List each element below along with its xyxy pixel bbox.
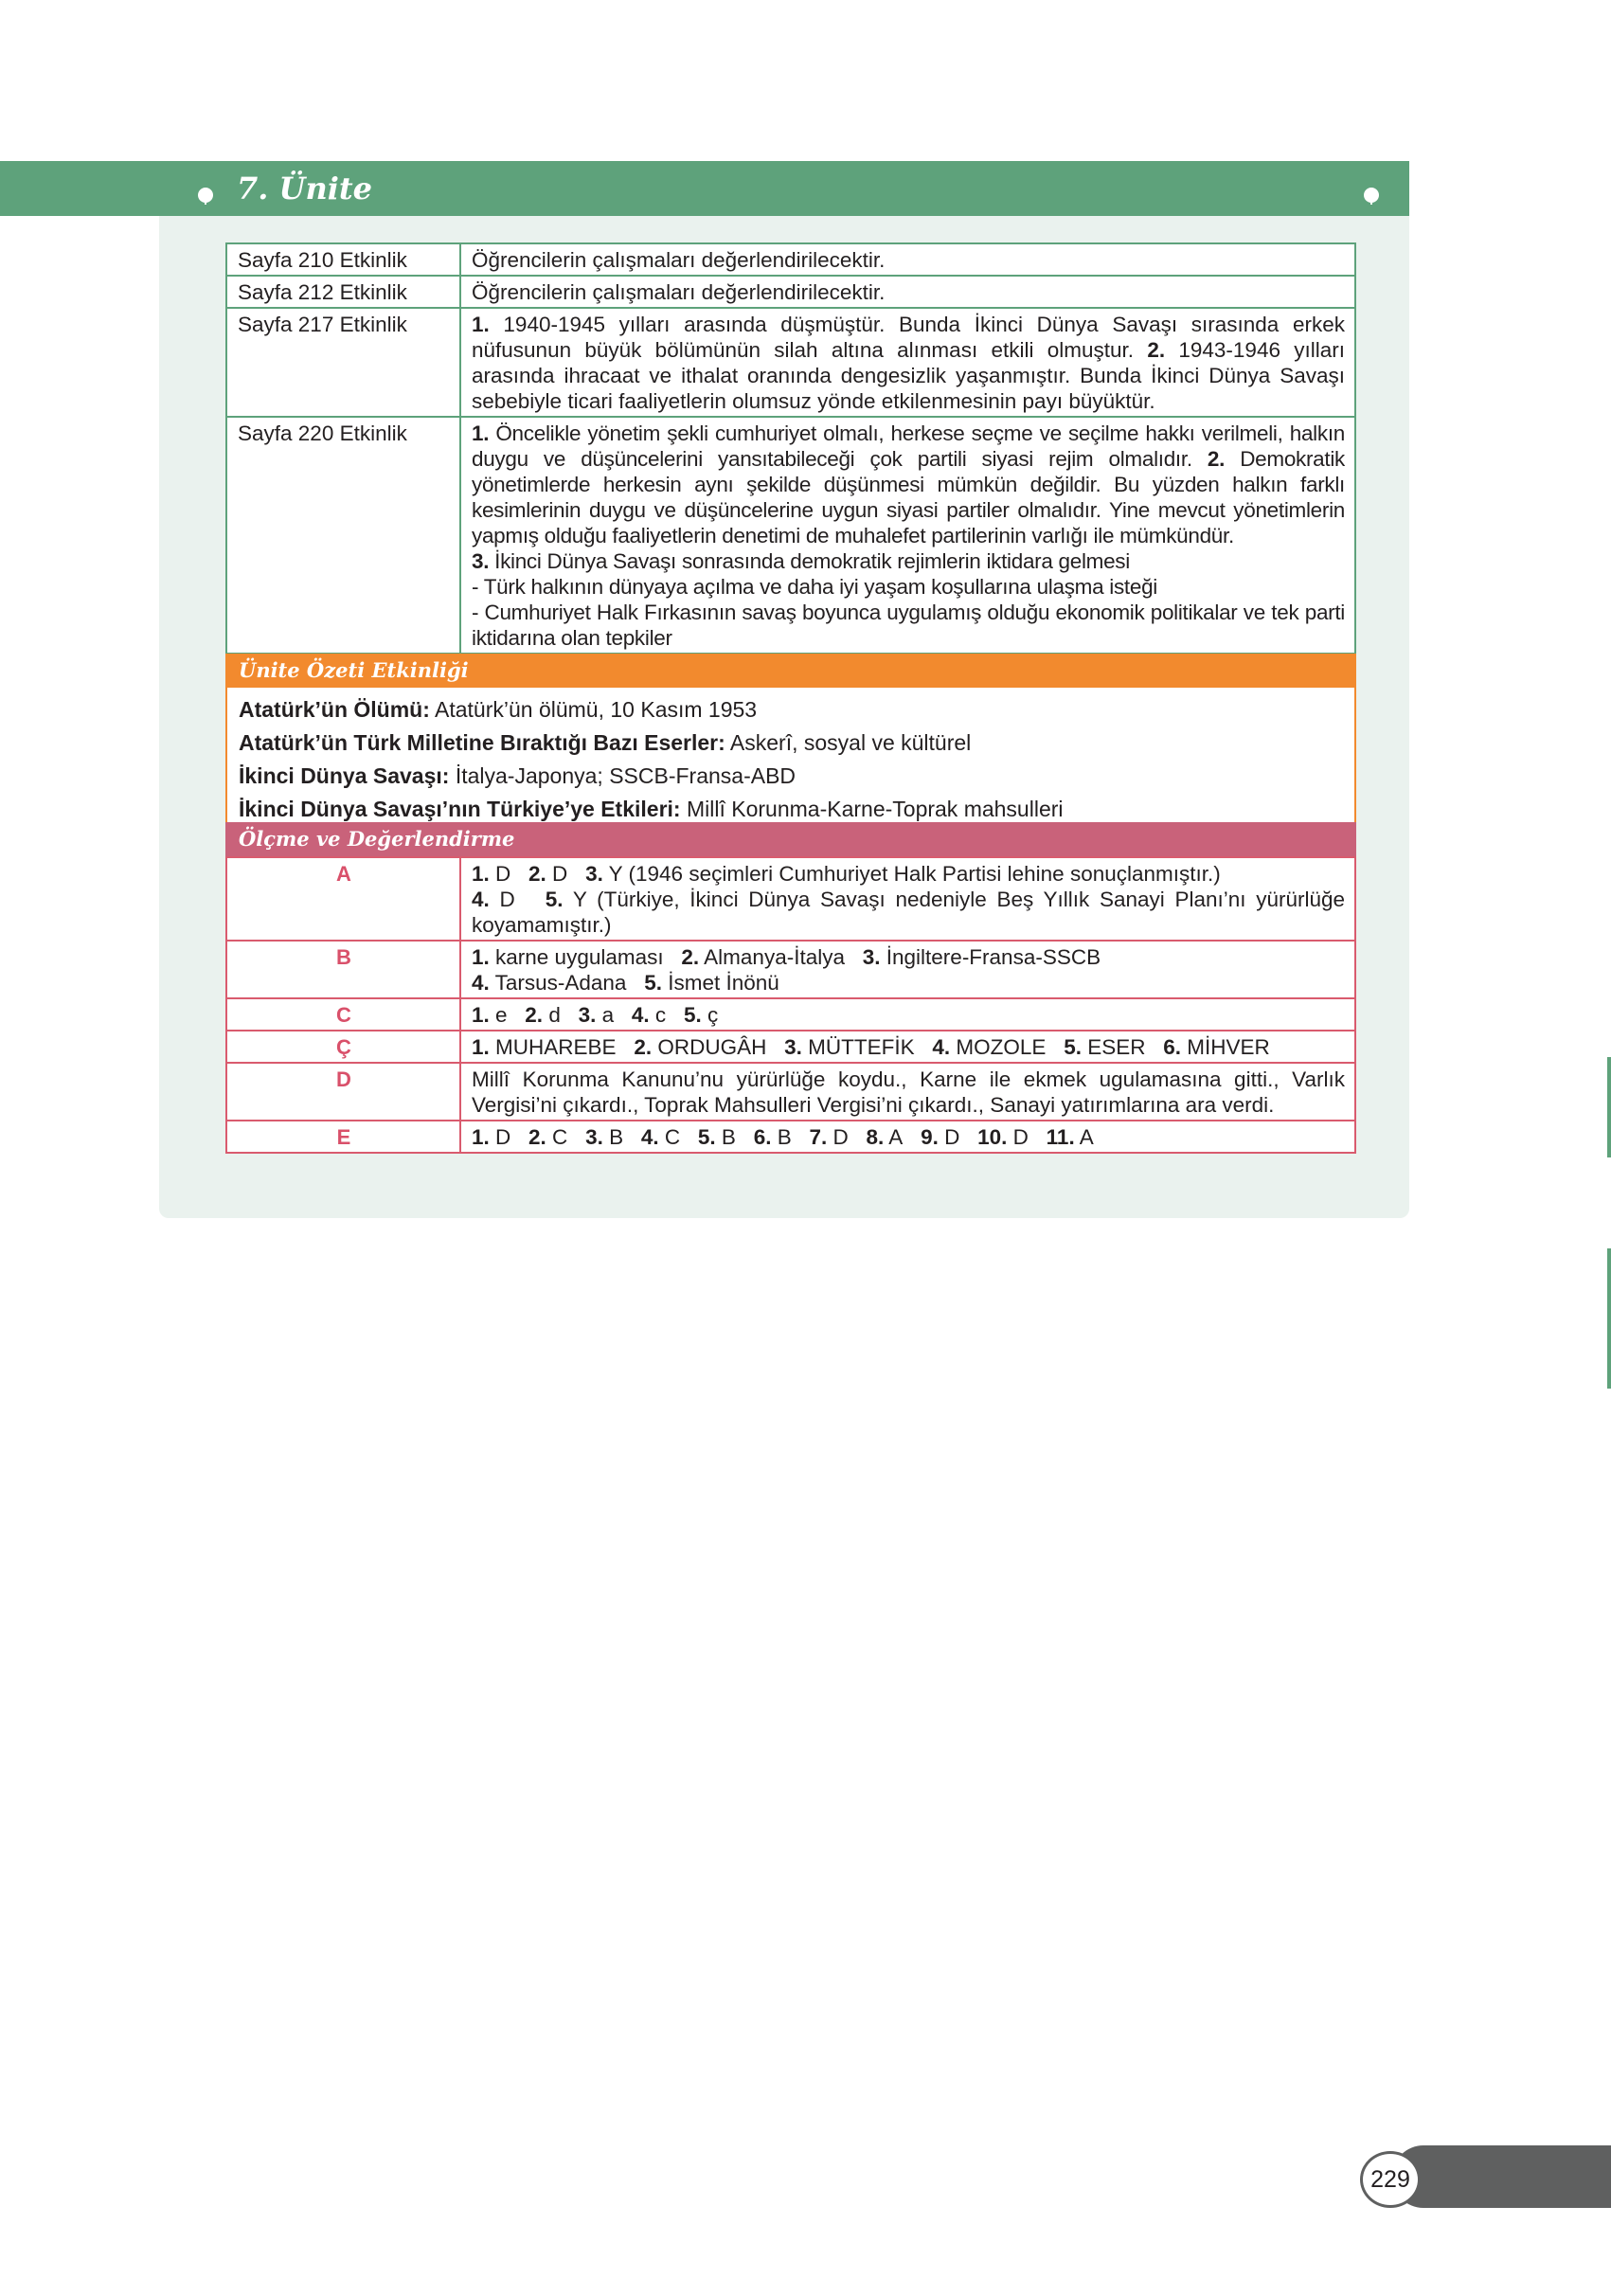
item-answer: a bbox=[596, 1003, 615, 1027]
item-answer: Y (Türkiye, İkinci Dünya Savaşı nedeniyle Beş Yıllık Sanayi Planı’nı yürürlüğe koyamamıştır.) bbox=[472, 888, 1345, 937]
item-number: 5. bbox=[644, 971, 662, 995]
item-number: 1. bbox=[472, 862, 490, 886]
list-item: - Cumhuriyet Halk Fırkasının savaş boyunca uygulamış olduğu ekonomik politikalar ve tek parti iktidarına olan tepkiler bbox=[472, 601, 1345, 650]
item-number: 2. bbox=[1147, 338, 1166, 362]
row-text: Öğrencilerin çalışmaları değerlendirilecektir. bbox=[460, 276, 1355, 308]
item-number: 10. bbox=[977, 1125, 1008, 1149]
item-text: 1943-1946 yılları arasında ihracaat ve ithalat oranında dengesizlik yaşanmıştır. Bunda İkinci Dünya Savaşı sebebiyle ticari faaliyetlerin olumsuz yönde etkilenmesinin payı büyüktür. bbox=[472, 338, 1345, 413]
ozet-label: İkinci Dünya Savaşı: bbox=[239, 763, 450, 788]
answer-text bbox=[460, 941, 1355, 998]
row-label: Sayfa 212 Etkinlik bbox=[226, 276, 460, 308]
item-answer: D bbox=[489, 888, 515, 911]
table-row bbox=[226, 998, 1355, 1031]
item-answer: B bbox=[715, 1125, 736, 1149]
item-number: 3. bbox=[578, 1003, 597, 1027]
list-item bbox=[239, 726, 1343, 760]
item-answer: ESER bbox=[1081, 1035, 1146, 1059]
item-number: 3. bbox=[862, 945, 881, 969]
ozet-box bbox=[225, 688, 1356, 822]
item-number: 3. bbox=[784, 1035, 802, 1059]
item-number: 3. bbox=[472, 549, 490, 573]
item-number: 1. bbox=[472, 945, 490, 969]
item-number: 2. bbox=[528, 862, 546, 886]
table-row bbox=[226, 276, 1355, 308]
item-answer: D bbox=[489, 862, 511, 886]
item-number: 3. bbox=[585, 1125, 603, 1149]
table-row bbox=[226, 1031, 1355, 1063]
item-answer: Tarsus-Adana bbox=[489, 971, 627, 995]
answer-text bbox=[460, 857, 1355, 941]
item-answer: B bbox=[771, 1125, 792, 1149]
answer-text bbox=[460, 1031, 1355, 1063]
item-answer: c bbox=[649, 1003, 667, 1027]
ozet-heading: Ünite Özeti Etkinliği bbox=[225, 654, 1356, 688]
item-answer: Almanya-İtalya bbox=[699, 945, 845, 969]
row-text bbox=[460, 417, 1355, 654]
olcme-table bbox=[225, 856, 1356, 1154]
page-number: 229 bbox=[1360, 2151, 1421, 2208]
table-row bbox=[226, 857, 1355, 941]
table-row bbox=[226, 1121, 1355, 1153]
item-answer: D bbox=[827, 1125, 849, 1149]
unit-header-band bbox=[0, 161, 1409, 216]
row-label: Sayfa 220 Etkinlik bbox=[226, 417, 460, 654]
row-text: Öğrencilerin çalışmaları değerlendirilecektir. bbox=[460, 243, 1355, 276]
table-row bbox=[226, 941, 1355, 998]
item-number: 7. bbox=[809, 1125, 828, 1149]
item-text: Demokratik yönetimlerde herkesin aynı şekilde düşünmesi mümkün değildir. Bu yüzden halkın farklı kesimlerinin duygu ve düşüncelerine uygun siyasi partiler olmalıdır. Yine mevcut yönetimlerin yapmış olduğu faaliyetlerin denetimi de muhalefet partilerinin varlığı ile mümkündür. bbox=[472, 447, 1345, 547]
item-answer: MÜTTEFİK bbox=[801, 1035, 915, 1059]
item-answer: MUHAREBE bbox=[489, 1035, 617, 1059]
item-answer: C bbox=[546, 1125, 568, 1149]
item-answer: B bbox=[602, 1125, 624, 1149]
item-number: 5. bbox=[697, 1125, 716, 1149]
item-answer: C bbox=[658, 1125, 681, 1149]
item-number: 3. bbox=[585, 862, 603, 886]
item-number: 2. bbox=[525, 1003, 544, 1027]
item-answer: d bbox=[543, 1003, 561, 1027]
item-answer: D bbox=[489, 1125, 511, 1149]
item-answer: ç bbox=[701, 1003, 719, 1027]
item-number: 4. bbox=[631, 1003, 650, 1027]
item-answer: D bbox=[938, 1125, 960, 1149]
item-number: 6. bbox=[753, 1125, 772, 1149]
list-item bbox=[239, 760, 1343, 793]
ozet-value: Atatürk’ün ölümü, 10 Kasım 1953 bbox=[429, 697, 758, 722]
item-number: 4. bbox=[932, 1035, 951, 1059]
ozet-value: İtalya-Japonya; SSCB-Fransa-ABD bbox=[449, 763, 797, 788]
item-number: 5. bbox=[683, 1003, 702, 1027]
item-number: 1. bbox=[472, 1125, 490, 1149]
ozet-label: Atatürk’ün Ölümü: bbox=[239, 697, 430, 722]
item-answer: D bbox=[1007, 1125, 1029, 1149]
answer-text bbox=[460, 1121, 1355, 1153]
item-answer: MİHVER bbox=[1181, 1035, 1270, 1059]
item-number: 4. bbox=[472, 888, 490, 911]
table-row bbox=[226, 1063, 1355, 1121]
item-number: 1. bbox=[472, 1035, 490, 1059]
item-answer: A bbox=[884, 1125, 904, 1149]
item-number: 5. bbox=[1064, 1035, 1082, 1059]
item-number: 9. bbox=[921, 1125, 939, 1149]
item-number: 8. bbox=[866, 1125, 885, 1149]
answer-key: B bbox=[226, 941, 460, 998]
item-answer: A bbox=[1074, 1125, 1094, 1149]
row-label: Sayfa 210 Etkinlik bbox=[226, 243, 460, 276]
item-number: 5. bbox=[545, 888, 564, 911]
item-number: 6. bbox=[1163, 1035, 1182, 1059]
item-answer: D bbox=[546, 862, 568, 886]
item-number: 2. bbox=[681, 945, 700, 969]
ozet-value: Askerî, sosyal ve kültürel bbox=[725, 730, 972, 755]
page-number-tab bbox=[1392, 2145, 1611, 2208]
item-text: Öncelikle yönetim şekli cumhuriyet olmalı, herkese seçme ve seçilme hakkı verilmeli, halkın duygu ve düşüncelerini yansıtabileceği çok partili siyasi rejim olmalıdır. bbox=[472, 422, 1345, 471]
edge-decoration bbox=[1607, 1248, 1611, 1389]
answer-key: E bbox=[226, 1121, 460, 1153]
item-number: 1. bbox=[472, 313, 490, 336]
table-row bbox=[226, 308, 1355, 417]
row-label: Sayfa 217 Etkinlik bbox=[226, 308, 460, 417]
item-number: 2. bbox=[634, 1035, 653, 1059]
list-item bbox=[239, 793, 1343, 826]
item-number: 1. bbox=[472, 422, 490, 445]
answer-text: Millî Korunma Kanunu’nu yürürlüğe koydu., Karne ile ekmek ugulamasına gitti., Varlık Vergisi’ni çıkardı., Toprak Mahsulleri Vergisi’ni çıkardı., Sanayi yatırımlarına ara verdi. bbox=[460, 1063, 1355, 1121]
list-item bbox=[239, 693, 1343, 726]
etkinlik-table bbox=[225, 242, 1356, 655]
item-text: 1940-1945 yılları arasında düşmüştür. Bunda İkinci Dünya Savaşı sırasında erkek nüfusunun büyük bölümünün silah altına alınması etkili olmuştur. bbox=[472, 313, 1345, 362]
item-number: 2. bbox=[528, 1125, 546, 1149]
edge-decoration bbox=[1607, 1057, 1611, 1059]
item-answer: e bbox=[489, 1003, 508, 1027]
item-number: 11. bbox=[1046, 1125, 1075, 1149]
table-row bbox=[226, 417, 1355, 654]
item-number: 4. bbox=[640, 1125, 659, 1149]
ozet-label: Atatürk’ün Türk Milletine Bıraktığı Bazı Eserler: bbox=[239, 730, 725, 755]
unit-title: 7. Ünite bbox=[237, 170, 373, 206]
item-text: İkinci Dünya Savaşı sonrasında demokratik rejimlerin iktidara gelmesi bbox=[489, 549, 1130, 573]
row-text bbox=[460, 308, 1355, 417]
answer-key: D bbox=[226, 1063, 460, 1121]
answer-text bbox=[460, 998, 1355, 1031]
item-number: 1. bbox=[472, 1003, 490, 1027]
answer-key: A bbox=[226, 857, 460, 941]
item-number: 2. bbox=[1207, 447, 1226, 471]
item-answer: Y (1946 seçimleri Cumhuriyet Halk Partisi lehine sonuçlanmıştır.) bbox=[602, 862, 1221, 886]
ozet-label: İkinci Dünya Savaşı’nın Türkiye’ye Etkileri: bbox=[239, 797, 681, 821]
table-row bbox=[226, 243, 1355, 276]
item-answer: karne uygulaması bbox=[489, 945, 664, 969]
answer-key: C bbox=[226, 998, 460, 1031]
item-answer: MOZOLE bbox=[950, 1035, 1047, 1059]
item-answer: İngiltere-Fransa-SSCB bbox=[880, 945, 1101, 969]
answer-key: Ç bbox=[226, 1031, 460, 1063]
ozet-value: Millî Korunma-Karne-Toprak mahsulleri bbox=[680, 797, 1064, 821]
item-answer: İsmet İnönü bbox=[661, 971, 779, 995]
edge-decoration bbox=[1607, 1057, 1611, 1157]
list-item: - Türk halkının dünyaya açılma ve daha iyi yaşam koşullarına ulaşma isteği bbox=[472, 575, 1157, 599]
olcme-heading: Ölçme ve Değerlendirme bbox=[225, 822, 1356, 856]
item-number: 4. bbox=[472, 971, 490, 995]
item-answer: ORDUGÂH bbox=[652, 1035, 767, 1059]
